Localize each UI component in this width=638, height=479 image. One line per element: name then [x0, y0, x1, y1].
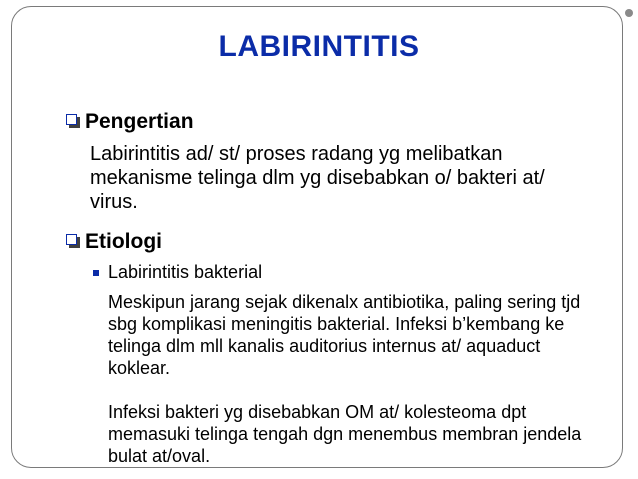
section-pengertian — [66, 110, 194, 134]
hollow-square-bullet-icon — [66, 114, 82, 130]
sub-item-label: Labirintitis bakterial — [108, 262, 263, 282]
hollow-square-bullet-icon — [66, 234, 82, 250]
section-heading: Etiologi — [85, 230, 162, 253]
filled-square-bullet-icon — [93, 270, 99, 276]
sub-item-paragraph: Infeksi bakteri yg disebabkan OM at/ kolesteoma dpt memasuki telinga tengah dgn menembus membran jendela bulat at/oval. — [108, 402, 582, 466]
sub-item-labirintitis-bakterial — [93, 262, 262, 283]
section-heading: Pengertian — [85, 110, 194, 133]
section-text: Labirintitis ad/ st/ proses radang yg melibatkan mekanisme telinga dlm yg disebabkan o/ bakteri at/ virus. — [90, 143, 545, 213]
slide-title: LABIRINTITIS — [218, 30, 420, 63]
section-etiologi — [66, 230, 162, 254]
corner-dot-icon — [625, 9, 633, 17]
sub-item-paragraph: Meskipun jarang sejak dikenalx antibiotika, paling sering tjd sbg komplikasi meningitis bakterial. Infeksi b’kembang ke telinga dlm mll kanalis auditorius internus at/ aquaduct koklear. — [108, 292, 581, 378]
